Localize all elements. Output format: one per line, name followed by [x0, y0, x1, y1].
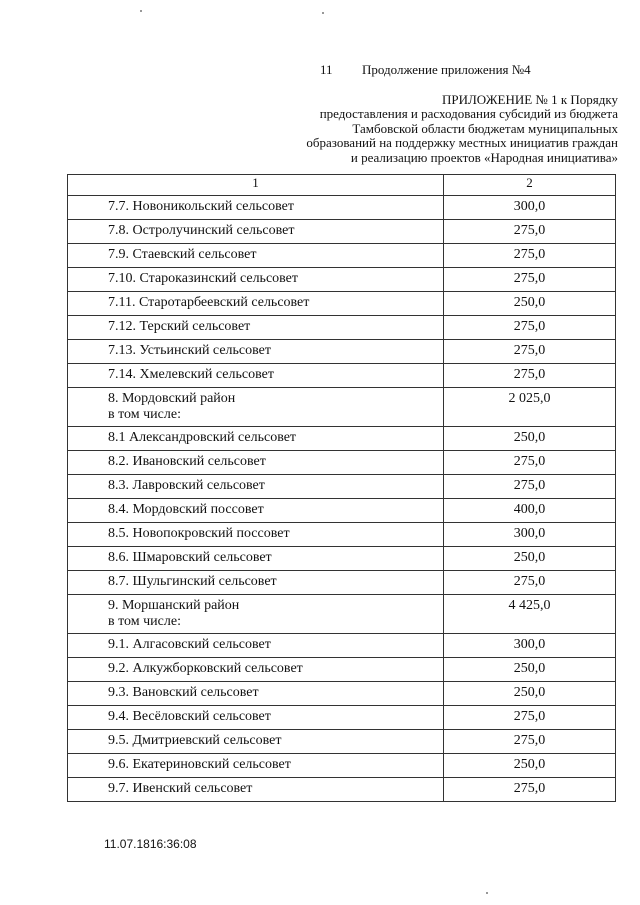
table-row: [68, 754, 616, 778]
appendix-line: предоставления и расходования субсидий из бюджета: [319, 106, 618, 122]
table-row: [68, 196, 616, 220]
table-header-row: [68, 175, 616, 196]
municipality-name: 7.8. Остролучинский сельсовет: [108, 223, 295, 238]
municipality-cell: [68, 292, 444, 316]
continuation-note: Продолжение приложения №4: [362, 62, 531, 77]
municipality-subtitle: в том числе:: [108, 614, 181, 629]
municipality-name: 7.7. Новоникольский сельсовет: [108, 199, 294, 214]
subsidy-amount: 275,0: [444, 364, 616, 388]
subsidy-amount: 275,0: [444, 451, 616, 475]
municipality-cell: [68, 427, 444, 451]
subsidy-amount: 250,0: [444, 547, 616, 571]
municipality-cell: [68, 451, 444, 475]
table-row: [68, 547, 616, 571]
municipality-name: 8.6. Шмаровский сельсовет: [108, 550, 272, 565]
municipality-name: 9.7. Ивенский сельсовет: [108, 781, 253, 796]
subsidy-amount: 4 425,0: [444, 595, 616, 634]
table-row: [68, 316, 616, 340]
table-row: [68, 244, 616, 268]
appendix-line: образований на поддержку местных инициатив граждан: [306, 135, 618, 151]
table-row: [68, 340, 616, 364]
subsidy-amount: 300,0: [444, 634, 616, 658]
municipality-cell: [68, 682, 444, 706]
print-timestamp: 11.07.1816:36:08: [104, 837, 197, 851]
table-row: [68, 499, 616, 523]
municipality-name: 9.1. Алгасовский сельсовет: [108, 637, 271, 652]
municipality-cell: [68, 244, 444, 268]
municipality-name: 7.13. Устьинский сельсовет: [108, 343, 271, 358]
subsidy-amount: 275,0: [444, 340, 616, 364]
table-row: [68, 220, 616, 244]
municipality-cell: [68, 220, 444, 244]
municipality-name: 9.5. Дмитриевский сельсовет: [108, 733, 282, 748]
scan-speck: [140, 10, 142, 12]
municipality-cell: [68, 754, 444, 778]
municipality-name: 7.9. Стаевский сельсовет: [108, 247, 257, 262]
municipality-name: 7.11. Старотарбеевский сельсовет: [108, 295, 310, 310]
municipality-cell: [68, 547, 444, 571]
municipality-cell: [68, 595, 444, 634]
appendix-heading: [306, 93, 618, 165]
subsidy-amount: 275,0: [444, 475, 616, 499]
municipality-cell: [68, 499, 444, 523]
municipality-cell: [68, 364, 444, 388]
appendix-line: и реализацию проектов «Народная инициатива»: [350, 149, 618, 165]
table-row: [68, 571, 616, 595]
municipality-name: 8.7. Шульгинский сельсовет: [108, 574, 277, 589]
municipality-cell: [68, 634, 444, 658]
subsidy-amount: 400,0: [444, 499, 616, 523]
municipality-name: 7.14. Хмелевский сельсовет: [108, 367, 274, 382]
subsidy-amount: 275,0: [444, 778, 616, 802]
table-row: [68, 730, 616, 754]
subsidy-amount: 275,0: [444, 244, 616, 268]
page-number: 11: [320, 62, 333, 77]
municipality-name: 8. Мордовский район: [108, 391, 236, 406]
municipality-cell: [68, 196, 444, 220]
scan-speck: [486, 892, 488, 894]
table-row: [68, 682, 616, 706]
subsidy-amount: 275,0: [444, 220, 616, 244]
scan-speck: [322, 12, 324, 14]
table-body: [68, 196, 616, 802]
municipality-cell: [68, 523, 444, 547]
subsidy-amount: 250,0: [444, 658, 616, 682]
table-row: [68, 523, 616, 547]
municipality-name: 7.10. Староказинский сельсовет: [108, 271, 299, 286]
subsidy-amount: 300,0: [444, 523, 616, 547]
page-header: [320, 62, 531, 78]
municipality-name: 8.2. Ивановский сельсовет: [108, 454, 266, 469]
appendix-line: Тамбовской области бюджетам муниципальных: [352, 120, 618, 136]
municipality-name: 9. Моршанский район: [108, 598, 240, 613]
municipality-cell: [68, 658, 444, 682]
subsidy-table: [67, 174, 616, 802]
municipality-cell: [68, 316, 444, 340]
table-row: [68, 268, 616, 292]
municipality-cell: [68, 388, 444, 427]
municipality-name: 9.6. Екатериновский сельсовет: [108, 757, 291, 772]
column-header: 2: [444, 175, 616, 196]
municipality-name: 9.4. Весёловский сельсовет: [108, 709, 271, 724]
municipality-name: 8.5. Новопокровский поссовет: [108, 526, 290, 541]
table-row: [68, 634, 616, 658]
municipality-subtitle: в том числе:: [108, 407, 181, 422]
subsidy-amount: 250,0: [444, 754, 616, 778]
table-row: [68, 292, 616, 316]
column-header: 1: [68, 175, 444, 196]
municipality-cell: [68, 730, 444, 754]
subsidy-amount: 250,0: [444, 292, 616, 316]
table-row: [68, 388, 616, 427]
municipality-name: 9.3. Вановский сельсовет: [108, 685, 259, 700]
subsidy-amount: 250,0: [444, 682, 616, 706]
municipality-name: 8.1 Александровский сельсовет: [108, 430, 297, 445]
subsidy-amount: 250,0: [444, 427, 616, 451]
municipality-cell: [68, 340, 444, 364]
subsidy-amount: 300,0: [444, 196, 616, 220]
table-row: [68, 364, 616, 388]
municipality-cell: [68, 571, 444, 595]
table-row: [68, 427, 616, 451]
table-row: [68, 706, 616, 730]
subsidy-amount: 275,0: [444, 571, 616, 595]
table-row: [68, 658, 616, 682]
municipality-name: 8.3. Лавровский сельсовет: [108, 478, 265, 493]
table-row: [68, 778, 616, 802]
table-row: [68, 451, 616, 475]
municipality-cell: [68, 706, 444, 730]
table-row: [68, 475, 616, 499]
municipality-name: 9.2. Алкужборковский сельсовет: [108, 661, 303, 676]
municipality-name: 7.12. Терский сельсовет: [108, 319, 251, 334]
subsidy-amount: 275,0: [444, 706, 616, 730]
subsidy-amount: 275,0: [444, 316, 616, 340]
municipality-cell: [68, 475, 444, 499]
subsidy-amount: 275,0: [444, 730, 616, 754]
municipality-name: 8.4. Мордовский поссовет: [108, 502, 264, 517]
subsidy-amount: 2 025,0: [444, 388, 616, 427]
municipality-cell: [68, 778, 444, 802]
table-row: [68, 595, 616, 634]
subsidy-amount: 275,0: [444, 268, 616, 292]
appendix-line: ПРИЛОЖЕНИЕ № 1 к Порядку: [441, 92, 618, 107]
municipality-cell: [68, 268, 444, 292]
